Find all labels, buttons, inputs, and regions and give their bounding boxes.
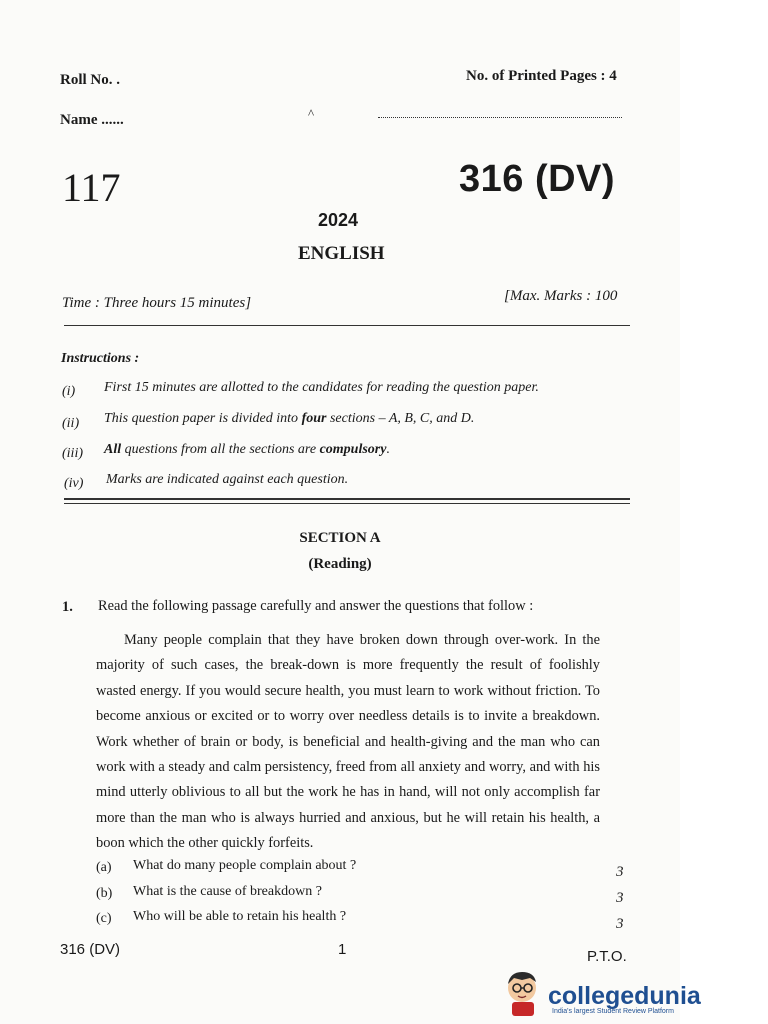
subquestion-marks: 3	[616, 890, 624, 906]
name-dotted-line	[378, 113, 622, 118]
subquestion-label: (a)	[96, 860, 112, 875]
name-label: Name ......	[60, 112, 124, 128]
question-prompt: Read the following passage carefully and answer the questions that follow :	[98, 598, 534, 614]
roll-no-label: Roll No. .	[60, 72, 120, 88]
reading-passage	[96, 628, 600, 857]
subquestion-label: (b)	[96, 886, 113, 901]
instruction-text: Marks are indicated against each question.	[106, 472, 349, 487]
serial-number: 117	[62, 165, 121, 210]
section-title: SECTION A	[299, 530, 381, 546]
brand-tagline: India's largest Student Review Platform	[552, 1008, 674, 1015]
exam-year: 2024	[318, 210, 359, 230]
instruction-text: All questions from all the sections are compulsory.	[104, 442, 390, 457]
subquestion-label: (c)	[96, 911, 112, 926]
instructions-rule-bottom	[64, 503, 630, 504]
instruction-number: (ii)	[62, 416, 80, 431]
footer-paper-code: 316 (DV)	[60, 941, 121, 958]
subquestion-marks: 3	[616, 916, 624, 932]
max-marks: [Max. Marks : 100	[504, 288, 618, 304]
instruction-number: (i)	[62, 384, 76, 399]
instruction-number: (iv)	[64, 476, 84, 491]
subquestion-text: Who will be able to retain his health ?	[133, 909, 347, 924]
subject-title: ENGLISH	[298, 243, 385, 264]
header-rule	[64, 325, 630, 326]
instructions-title: Instructions :	[61, 351, 140, 366]
instruction-text: First 15 minutes are allotted to the candidates for reading the question paper.	[104, 380, 539, 395]
instructions-rule-top	[64, 498, 630, 500]
brand-name: collegedunia	[548, 982, 701, 1010]
time-allowed: Time : Three hours 15 minutes]	[62, 295, 252, 311]
mascot-logo-icon	[500, 966, 548, 1018]
paper-code: 316 (DV)	[459, 158, 616, 200]
question-number: 1.	[62, 599, 73, 615]
subquestion-text: What do many people complain about ?	[133, 858, 357, 873]
passage-text: Many people complain that they have broken down through over-work. In the majority of such cases, the break-down is more frequently the result of foolishly wasted energy. If you would secure health, you must learn to work without friction. To become anxious or excited or to worry over needless details is to invite a breakdown. Work whether of brain or body, is beneficial and health-giving and the man who can work with a steady and calm persistency, freed from all anxiety and worry, and with his mind utterly oblivious to all but the work he has in hand, will not only accomplish far more than the man who is always hurried and anxious, but he will retain his health, a boon which the other quickly forfeits.	[96, 632, 600, 852]
footer-page-number: 1	[338, 941, 347, 958]
subquestion-marks: 3	[616, 864, 624, 880]
name-pen-mark: ^	[308, 106, 315, 121]
instruction-text: This question paper is divided into four sections – A, B, C, and D.	[104, 411, 475, 426]
section-subtitle: (Reading)	[308, 556, 372, 572]
printed-pages-label: No. of Printed Pages : 4	[466, 68, 617, 84]
footer-pto: P.T.O.	[587, 948, 627, 965]
instruction-number: (iii)	[62, 446, 83, 461]
subquestion-text: What is the cause of breakdown ?	[133, 884, 322, 899]
